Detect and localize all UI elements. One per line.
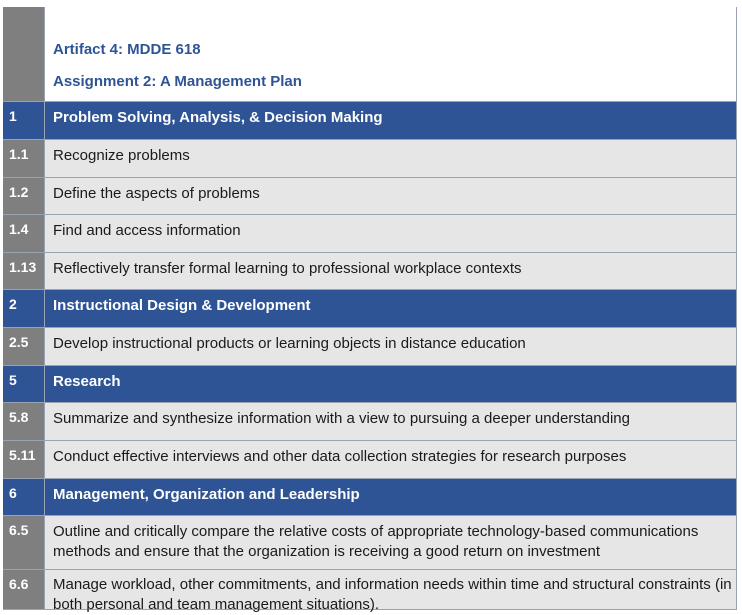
row-text: Management, Organization and Leadership — [53, 486, 360, 503]
table-row — [3, 440, 736, 478]
table-row — [3, 478, 736, 515]
table-row — [3, 327, 736, 365]
table-row — [3, 139, 736, 177]
row-text: Recognize problems — [53, 147, 190, 164]
row-text: Conduct effective interviews and other data collection strategies for research purposes — [53, 448, 627, 465]
table-row — [3, 289, 736, 327]
table-row — [3, 515, 736, 569]
artifact-title: Artifact 4: MDDE 618 — [53, 41, 201, 58]
row-number: 6.5 — [3, 516, 45, 569]
table-row — [3, 101, 736, 139]
row-text: Outline and critically compare the relative costs of appropriate technology-based communications methods and ensure that the organization is receiving a good return on investment — [53, 523, 699, 560]
row-number: 6.6 — [3, 570, 45, 609]
row-text: Problem Solving, Analysis, & Decision Making — [53, 109, 383, 126]
row-number: 5.8 — [3, 403, 45, 440]
row-text: Define the aspects of problems — [53, 185, 260, 202]
row-number: 1 — [3, 102, 45, 139]
row-number: 1.2 — [3, 178, 45, 214]
row-number: 5 — [3, 366, 45, 402]
row-text: Instructional Design & Development — [53, 297, 311, 314]
row-text: Research — [53, 373, 121, 390]
row-number: 6 — [3, 479, 45, 515]
row-text: Manage workload, other commitments, and information needs within time and structural constraints (in both personal and team management situations). — [53, 576, 732, 613]
table-row — [3, 214, 736, 252]
table-row — [3, 252, 736, 289]
assignment-title: Assignment 2: A Management Plan — [53, 73, 302, 90]
header-title-cell — [45, 7, 736, 101]
row-text: Reflectively transfer formal learning to professional workplace contexts — [53, 260, 522, 277]
row-number: 2 — [3, 290, 45, 327]
table-row — [3, 569, 736, 613]
row-text: Find and access information — [53, 222, 241, 239]
row-number: 2.5 — [3, 328, 45, 365]
row-number: 1.13 — [3, 253, 45, 289]
row-number: 5.11 — [3, 441, 45, 478]
row-number: 1.4 — [3, 215, 45, 252]
row-number: 1.1 — [3, 140, 45, 177]
competency-table — [3, 7, 737, 613]
row-text: Develop instructional products or learning objects in distance education — [53, 335, 526, 352]
header-number-cell — [3, 7, 45, 101]
table-header-row — [3, 7, 736, 101]
row-text: Summarize and synthesize information with a view to pursuing a deeper understanding — [53, 410, 630, 427]
table-row — [3, 402, 736, 440]
table-row — [3, 365, 736, 402]
table-row — [3, 177, 736, 214]
